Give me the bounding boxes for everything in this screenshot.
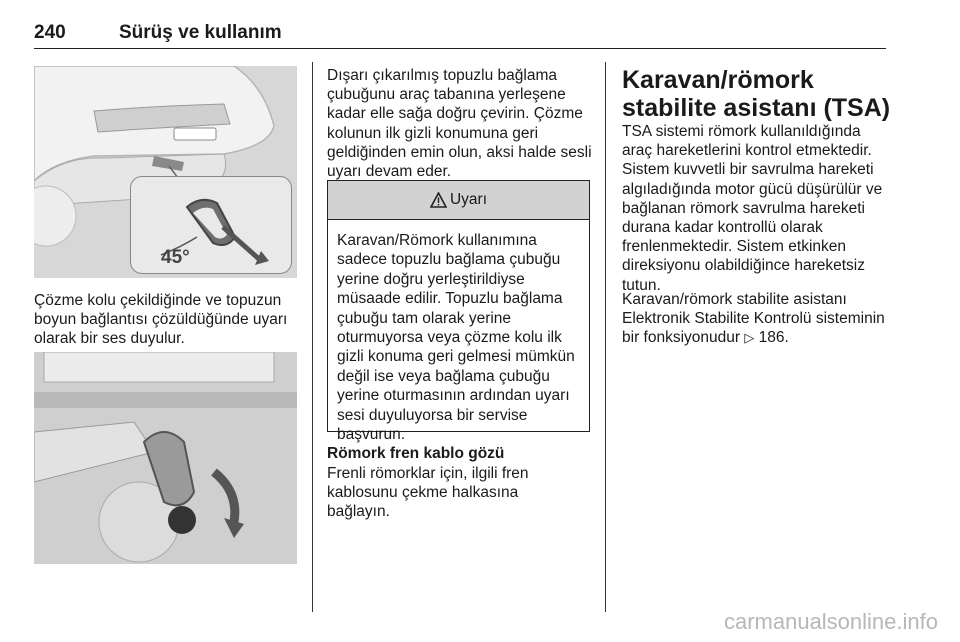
warning-box — [327, 180, 590, 444]
page-ref-arrow-icon: ▷ — [744, 330, 755, 346]
warning-text: Karavan/Römork kullanımına sadece topuzlu bağlama çubuğu yerine doğru yerleştirildiyse müsaade edilir. Topuzlu bağlama çubuğu tam olarak yerine oturmuyorsa veya çözme kolu ilk gizli konuma geri gelmesi mümkün değil ise veya bağlama çubuğu yerine oturmasının ardından uyarı sesi duyuluyorsa bir servise başvurun. — [337, 232, 575, 444]
chapter-title: Sürüş ve kullanım — [119, 22, 282, 43]
column-divider-left — [312, 62, 313, 612]
watermark: carmanualsonline.info — [723, 609, 938, 634]
header-rule — [34, 48, 886, 49]
column-divider-right — [605, 62, 606, 612]
warning-triangle-icon — [430, 192, 447, 208]
towbar-car-illustration — [34, 66, 297, 278]
tsa-heading: Karavan/römork stabilite asistanı (TSA) — [622, 66, 891, 122]
page-reference-link[interactable]: 186. — [758, 329, 789, 347]
angle-label: 45° — [161, 247, 190, 268]
caption-release-handle: Çözme kolu çekildiğinde ve topuzun boyun bağlantısı çözüldüğünde uyarı olarak bir ses duyulur. — [34, 292, 288, 348]
tsa-description: TSA sistemi römork kullanıldığında araç hareketlerini kontrol etmektedir. Sistem kuvvetli bir savrulma hareketi algıladığında motor gücü düşürülür ve bağlanan römork savrulma hareketi durana kadar kontrollü olarak frenlenmektedir. Sistem etkinken direksiyonu olabildiğince hareketsiz tutun. — [622, 123, 883, 294]
towbar-ball-illustration — [34, 352, 297, 564]
detail-inset — [130, 176, 292, 274]
tsa-esc-text: Karavan/römork stabilite asistanı Elektronik Stabilite Kontrolü sisteminin bir fonksiyonudur — [622, 291, 885, 347]
intro-paragraph: Dışarı çıkarılmış topuzlu bağlama çubuğunu araç tabanına yerleşene kadar elle sağa doğru çevirin. Çözme kolunun ilk gizli konumuna geri geldiğinden emin olun, aksi halde sesli uyarı devam eder. — [327, 67, 592, 181]
page-header — [34, 14, 886, 50]
brake-cable-heading: Römork fren kablo gözü — [327, 445, 505, 462]
tsa-esc-reference — [622, 290, 892, 348]
warning-header — [328, 181, 589, 220]
warning-title: Uyarı — [449, 191, 488, 208]
brake-cable-text: Frenli römorklar için, ilgili fren kablosunu çekme halkasına bağlayın. — [327, 465, 529, 521]
page-number: 240 — [34, 22, 66, 43]
release-handle-drawing — [131, 177, 291, 273]
towbar-mechanism-drawing — [34, 352, 297, 564]
